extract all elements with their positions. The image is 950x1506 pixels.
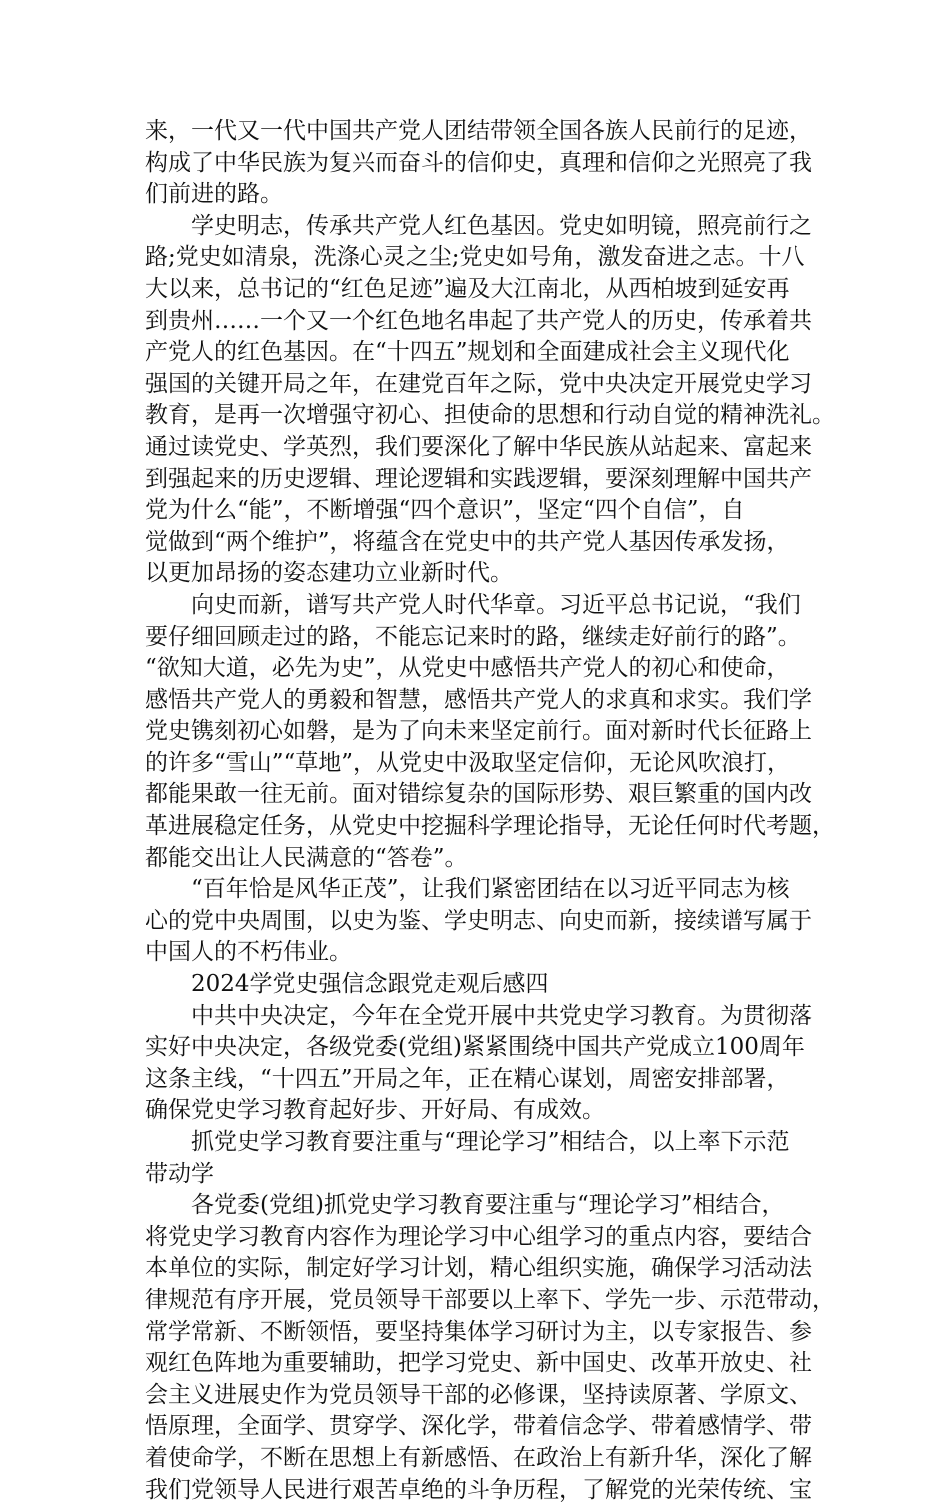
- text-line-15: 以更加昂扬的姿态建功立业新时代。: [145, 560, 513, 587]
- text-line-6: 大以来，总书记的“红色足迹”遍及大江南北，从西柏坡到延安再: [145, 275, 790, 302]
- text-line-26: 心的党中央周围，以史为鉴、学史明志、向史而新，接续谱写属于: [145, 907, 812, 934]
- text-line-40: 观红色阵地为重要辅助，把学习党史、新中国史、改革开放史、社: [145, 1350, 812, 1377]
- text-line-36: 将党史学习教育内容作为理论学习中心组学习的重点内容，要结合: [145, 1223, 812, 1250]
- text-line-33: 抓党史学习教育要注重与“理论学习”相结合，以上率下示范: [145, 1129, 790, 1155]
- text-line-32: 确保党史学习教育起好步、开好局、有成效。: [145, 1097, 605, 1124]
- text-line-13: 党为什么“能”，不断增强“四个意识”，坚定“四个自信”，自: [145, 497, 745, 524]
- text-line-31: 这条主线，“十四五”开局之年，正在精心谋划，周密安排部署，: [145, 1065, 790, 1092]
- text-line-10: 教育，是再一次增强守初心、担使命的思想和行动自觉的精神洗礼。: [145, 402, 835, 429]
- text-line-1: 来，一代又一代中国共产党人团结带领全国各族人民前行的足迹，: [145, 118, 812, 144]
- text-line-3: 们前进的路。: [145, 181, 283, 208]
- text-line-21: 的许多“雪山”“草地”，从党史中汲取坚定信仰，无论风吹浪打，: [145, 749, 791, 776]
- text-line-41: 会主义进展史作为党员领导干部的必修课，坚持读原著、学原文、: [145, 1381, 812, 1408]
- section-heading: 2024学党史强信念跟党走观后感四: [145, 971, 549, 998]
- text-line-39: 常学常新、不断领悟，要坚持集体学习研讨为主，以专家报告、参: [145, 1318, 812, 1345]
- text-line-2: 构成了中华民族为复兴而奋斗的信仰史，真理和信仰之光照亮了我: [145, 149, 812, 176]
- text-line-20: 党史镌刻初心如磐，是为了向未来坚定前行。面对新时代长征路上: [145, 718, 812, 745]
- text-line-43: 着使命学，不断在思想上有新感悟、在政治上有新升华，深化了解: [145, 1444, 812, 1471]
- text-line-7: 到贵州……一个又一个红色地名串起了共产党人的历史，传承着共: [145, 307, 812, 334]
- text-line-23: 革进展稳定任务，从党史中挖掘科学理论指导，无论任何时代考题，: [145, 813, 835, 840]
- text-line-18: “欲知大道，必先为史”，从党史中感悟共产党人的初心和使命，: [145, 655, 790, 682]
- text-line-11: 通过读党史、学英烈，我们要深化了解中华民族从站起来、富起来: [145, 433, 812, 460]
- text-line-4: 学史明志，传承共产党人红色基因。党史如明镜，照亮前行之: [145, 212, 812, 239]
- text-line-24: 都能交出让人民满意的“答卷”。: [145, 844, 468, 871]
- text-line-42: 悟原理，全面学、贯穿学、深化学，带着信念学、带着感情学、带: [145, 1413, 812, 1440]
- text-line-19: 感悟共产党人的勇毅和智慧，感悟共产党人的求真和求实。我们学: [145, 686, 812, 713]
- text-line-16: 向史而新，谱写共产党人时代华章。习近平总书记说，“我们: [145, 591, 801, 618]
- text-line-34: 带动学: [145, 1160, 214, 1187]
- text-line-9: 强国的关键开局之年，在建党百年之际，党中央决定开展党史学习: [145, 370, 812, 397]
- text-line-8: 产党人的红色基因。在“十四五”规划和全面建成社会主义现代化: [145, 339, 790, 366]
- text-line-25: “百年恰是风华正茂”，让我们紧密团结在以习近平同志为核: [145, 876, 790, 903]
- document-body: [145, 116, 835, 1506]
- text-line-17: 要仔细回顾走过的路，不能忘记来时的路，继续走好前行的路”。: [145, 623, 801, 650]
- text-line-35: 各党委(党组)抓党史学习教育要注重与“理论学习”相结合，: [145, 1192, 785, 1219]
- text-line-30: 实好中央决定，各级党委(党组)紧紧围绕中国共产党成立100周年: [145, 1034, 805, 1061]
- text-line-5: 路;党史如清泉，洗涤心灵之尘;党史如号角，激发奋进之志。十八: [145, 244, 805, 271]
- text-line-14: 觉做到“两个维护”，将蕴含在党史中的共产党人基因传承发扬，: [145, 528, 790, 555]
- text-line-37: 本单位的实际，制定好学习计划，精心组织实施，确保学习活动法: [145, 1255, 812, 1282]
- text-line-44: 我们党领导人民进行艰苦卓绝的斗争历程，了解党的光荣传统、宝: [145, 1476, 812, 1503]
- text-line-12: 到强起来的历史逻辑、理论逻辑和实践逻辑，要深刻理解中国共产: [145, 465, 812, 492]
- text-line-27: 中国人的不朽伟业。: [145, 939, 352, 966]
- text-line-29: 中共中央决定，今年在全党开展中共党史学习教育。为贯彻落: [145, 1002, 812, 1029]
- text-line-38: 律规范有序开展，党员领导干部要以上率下、学先一步、示范带动，: [145, 1286, 835, 1313]
- text-line-22: 都能果敢一往无前。面对错综复杂的国际形势、艰巨繁重的国内改: [145, 781, 812, 808]
